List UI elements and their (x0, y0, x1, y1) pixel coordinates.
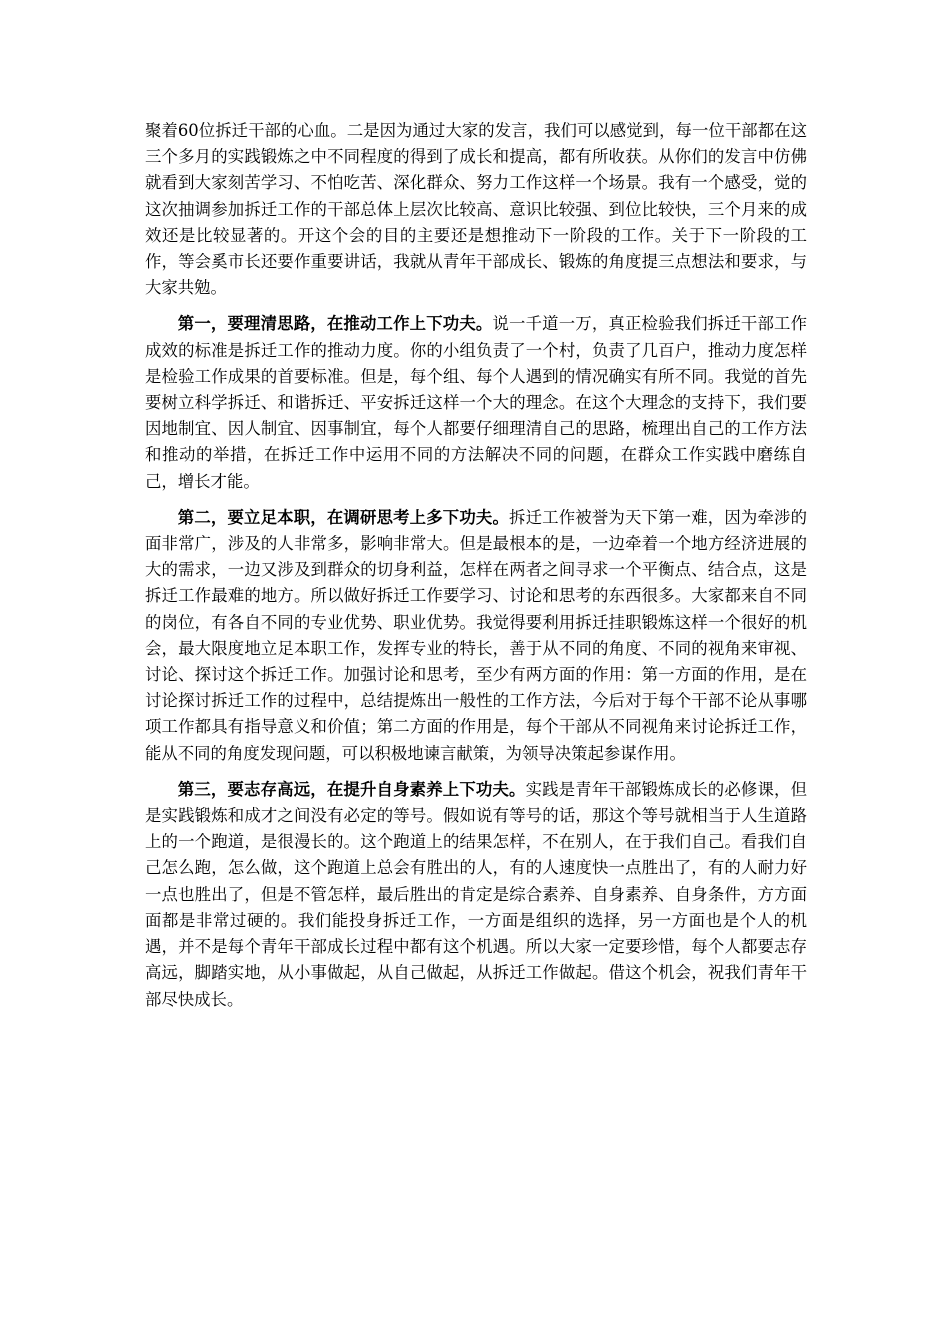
paragraph-text: 聚着60位拆迁干部的心血。二是因为通过大家的发言，我们可以感觉到，每一位干部都在这三个多月的实践锻炼之中不同程度的得到了成长和提高，都有所收获。从你们的发言中仿佛就看到大家刻苦学习、不怕吃苦、深化群众、努力工作这样一个场景。我有一个感受，觉的这次抽调参加拆迁工作的干部总体上层次比较高、意识比较强、到位比较快，三个月来的成效还是比较显著的。开这个会的目的主要还是想推动下一阶段的工作。关于下一阶段的工作，等会奚市长还要作重要讲话，我就从青年干部成长、锻炼的角度提三点想法和要求，与大家共勉。 (145, 121, 807, 298)
paragraph-text: 说一千道一万，真正检验我们拆迁干部工作成效的标准是拆迁工作的推动力度。你的小组负责了一个村，负责了几百户，推动力度怎样是检验工作成果的首要标准。但是，每个组、每个人遇到的情况确实有所不同。我觉的首先要树立科学拆迁、和谐拆迁、平安拆迁这样一个大的理念。在这个大理念的支持下，我们要因地制宜、因人制宜、因事制宜，每个人都要仔细理清自己的思路，梳理出自己的工作方法和推动的举措，在拆迁工作中运用不同的方法解决不同的问题，在群众工作实践中磨练自己，增长才能。 (145, 314, 807, 491)
paragraph-heading: 第一，要理清思路，在推动工作上下功夫。 (177, 314, 493, 334)
paragraph-point-two (145, 505, 807, 767)
paragraph-text: 拆迁工作被誉为天下第一难，因为牵涉的面非常广，涉及的人非常多，影响非常大。但是最根本的是，一边牵着一个地方经济进展的大的需求，一边又涉及到群众的切身利益，怎样在两者之间寻求一个平衡点、结合点，这是拆迁工作最难的地方。所以做好拆迁工作要学习、讨论和思考的东西很多。大家都来自不同的岗位，有各自不同的专业优势、职业优势。我觉得要利用拆迁挂职锻炼这样一个很好的机会，最大限度地立足本职工作，发挥专业的特长，善于从不同的角度、不同的视角来审视、讨论、探讨这个拆迁工作。加强讨论和思考，至少有两方面的作用：第一方面的作用，是在讨论探讨拆迁工作的过程中，总结提炼出一般性的工作方法，今后对于每个干部不论从事哪项工作都具有指导意义和价值；第二方面的作用是，每个干部从不同视角来讨论拆迁工作，能从不同的角度发现问题，可以积极地谏言献策，为领导决策起参谋作用。 (145, 507, 807, 763)
paragraph-intro (145, 118, 807, 301)
paragraph-heading: 第三，要志存高远，在提升自身素养上下功夫。 (177, 779, 526, 799)
paragraph-text: 实践是青年干部锻炼成长的必修课，但是实践锻炼和成才之间没有必定的等号。假如说有等号的话，那这个等号就相当于人生道路上的一个跑道，是很漫长的。这个跑道上的结果怎样，不在别人，在于我们自己。看我们自己怎么跑，怎么做，这个跑道上总会有胜出的人，有的人速度快一点胜出了，有的人耐力好一点也胜出了，但是不管怎样，最后胜出的肯定是综合素养、自身素养、自身条件，方方面面都是非常过硬的。我们能投身拆迁工作，一方面是组织的选择，另一方面也是个人的机遇，并不是每个青年干部成长过程中都有这个机遇。所以大家一定要珍惜，每个人都要志存高远，脚踏实地，从小事做起，从自己做起，从拆迁工作做起。借这个机会，祝我们青年干部尽快成长。 (145, 779, 807, 1009)
paragraph-point-three (145, 777, 807, 1013)
document-page (145, 118, 807, 1023)
paragraph-point-one (145, 311, 807, 494)
paragraph-heading: 第二，要立足本职，在调研思考上多下功夫。 (177, 507, 510, 527)
